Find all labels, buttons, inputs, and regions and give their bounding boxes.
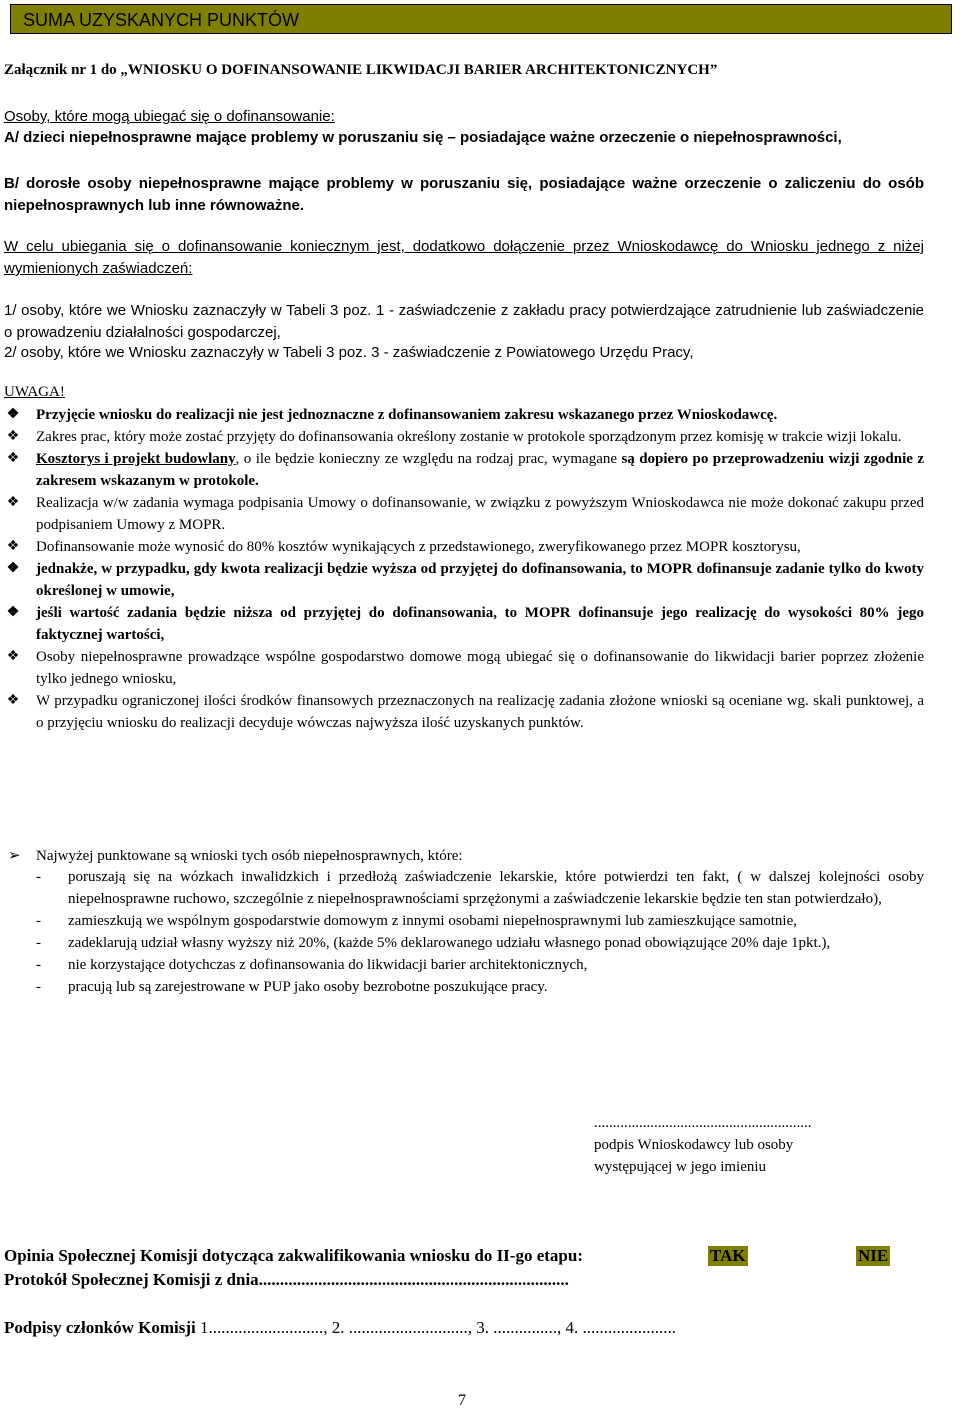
warning-item: ❖ Dofinansowanie może wynosić do 80% kosztów wynikających z przedstawionego, zweryfikowanego przez MOPR kosztorysu, [4,536,924,558]
diamond-bullet-icon: ❖ [6,693,20,708]
priority-item: - zamieszkują we wspólnym gospodarstwie domowym z innymi osobami niepełnosprawnymi lub zamieszkujące samotnie, [36,913,798,929]
priority-item: - nie korzystające dotychczas z dofinansowania do likwidacji barier architektonicznych, [36,957,588,973]
eligible-a: A/ dzieci niepełnosprawne mające problemy w poruszaniu się – posiadające ważne orzeczenie o niepełnosprawności, [4,129,842,146]
diamond-bullet-icon: ❖ [6,539,20,554]
priority-intro-row [4,846,463,865]
opinion-label: Opinia Społecznej Komisji dotycząca zakwalifikowania wniosku do II-go etapu: [4,1246,583,1265]
warning-list [4,404,924,734]
warning-item: ❖ jeśli wartość zadania będzie niższa od przyjętej do dofinansowania, to MOPR dofinansuje jego realizację do wysokości 80% jego faktycznej wartości, [4,602,924,646]
diamond-bullet-icon: ❖ [6,561,20,576]
page-number: 7 [458,1392,466,1409]
priority-item: - zadeklarują udział własny wyższy niż 20%, (każde 5% deklarowanego udziału własnego ponad obowiązujące 20% daje 1pkt.), [36,935,831,951]
summary-points-header [10,4,952,34]
summary-points-title: SUMA UZYSKANYCH PUNKTÓW [23,10,300,30]
eligible-b: B/ dorosłe osoby niepełnosprawne mające problemy w poruszaniu się, posiadające ważne orzeczenie o zaliczeniu do osób niepełnosprawnych lub inne równoważne. [4,175,924,214]
eligible-heading: Osoby, które mogą ubiegać się o dofinansowanie: [4,108,335,125]
option-no[interactable]: NIE [858,1246,889,1265]
signature-line: .......................................................... [594,1115,812,1131]
warning-item: ❖ W przypadku ograniczonej ilości środków finansowych przeznaczonych na realizację zadania złożone wnioski są oceniane wg. skali punktowej, a o przyjęciu wniosku do realizacji decyduje wówczas najwyższa ilość uzyskanych punktów. [4,690,924,734]
warning-item: ❖ Osoby niepełnosprawne prowadzące wspólne gospodarstwo domowe mogą ubiegać się o dofinansowanie do likwidacji barier poprzez złożenie tylko jednego wniosku, [4,646,924,690]
warning-item: ❖ Kosztorys i projekt budowlany, o ile będzie konieczny ze względu na rodzaj prac, wymagane są dopiero po przeprowadzeniu wizji zgodnie z zakresem wskazanym w protokole. [4,448,924,492]
members-fields: 1..........................., 2. ............................, 3. ..............., 4. ...................... [195,1318,676,1337]
priority-list [36,866,924,998]
cost-estimate-label: Kosztorys i projekt budowlany [36,451,236,467]
commission-signatures [4,1318,676,1338]
signature-block [594,1112,812,1178]
attachment-title: Załącznik nr 1 do „WNIOSKU O DOFINANSOWANIE LIKWIDACJI BARIER ARCHITEKTONICZNYCH” [4,62,718,78]
diamond-bullet-icon: ❖ [6,649,20,664]
priority-item: - poruszają się na wózkach inwalidzkich i przedłożą zaświadczenie lekarskie, które potwierdzi ten fakt, ( w dalszej kolejności osoby niepełnosprawne ruchowo, szczególnie z niepełnosprawnościami sprzężonymi a zaświadczenie lekarskie będzie ten stan potwierdzało), [36,869,924,907]
arrow-bullet-icon: ➢ [8,848,21,864]
requirement-text: W celu ubiegania się o dofinansowanie koniecznym jest, dodatkowo dołączenie przez Wnioskodawcę do Wniosku jednego z niżej wymienionych zaświadczeń: [4,238,924,277]
diamond-bullet-icon: ❖ [6,407,20,422]
cert-item-2: 2/ osoby, które we Wniosku zaznaczyły w Tabeli 3 poz. 3 - zaświadczenie z Powiatowego Urzędu Pracy, [4,344,694,361]
priority-item: - pracują lub są zarejestrowane w PUP jako osoby bezrobotne poszukujące pracy. [36,979,548,995]
diamond-bullet-icon: ❖ [6,429,20,444]
warning-item: ❖ jednakże, w przypadku, gdy kwota realizacji będzie wyższa od przyjętej do dofinansowania, to MOPR dofinansuje zadanie tylko do kwoty określonej w umowie, [4,558,924,602]
diamond-bullet-icon: ❖ [6,605,20,620]
warning-label: UWAGA! [4,384,65,400]
warning-item: ❖ Realizacja w/w zadania wymaga podpisania Umowy o dofinansowanie, w związku z powyższym Wnioskodawca nie może dokonać zakupu przed podpisaniem Umowy z MOPR. [4,492,924,536]
signature-caption-1: podpis Wnioskodawcy lub osoby [594,1137,794,1153]
cert-item-1: 1/ osoby, które we Wniosku zaznaczyły w Tabeli 3 poz. 1 - zaświadczenie z zakładu pracy potwierdzające zatrudnienie lub zaświadczenie o prowadzeniu działalności gospodarczej, [4,302,924,341]
members-label: Podpisy członków Komisji [4,1318,196,1337]
priority-intro: Najwyżej punktowane są wnioski tych osób niepełnosprawnych, które: [36,848,463,864]
diamond-bullet-icon: ❖ [6,495,20,510]
commission-protocol: Protokół Społecznej Komisji z dnia......................................................................... [4,1270,569,1289]
diamond-bullet-icon: ❖ [6,451,20,466]
warning-item: ❖ Zakres prac, który może zostać przyjęty do dofinansowania określony zostanie w protokole sporządzonym przez komisję w trakcie wizji lokalu. [4,426,924,448]
option-yes[interactable]: TAK [710,1246,746,1265]
warning-item: ❖ Przyjęcie wniosku do realizacji nie jest jednoznaczne z dofinansowaniem zakresu wskazanego przez Wnioskodawcę. [4,404,924,426]
signature-caption-2: występującej w jego imieniu [594,1159,767,1175]
commission-opinion [4,1246,583,1266]
